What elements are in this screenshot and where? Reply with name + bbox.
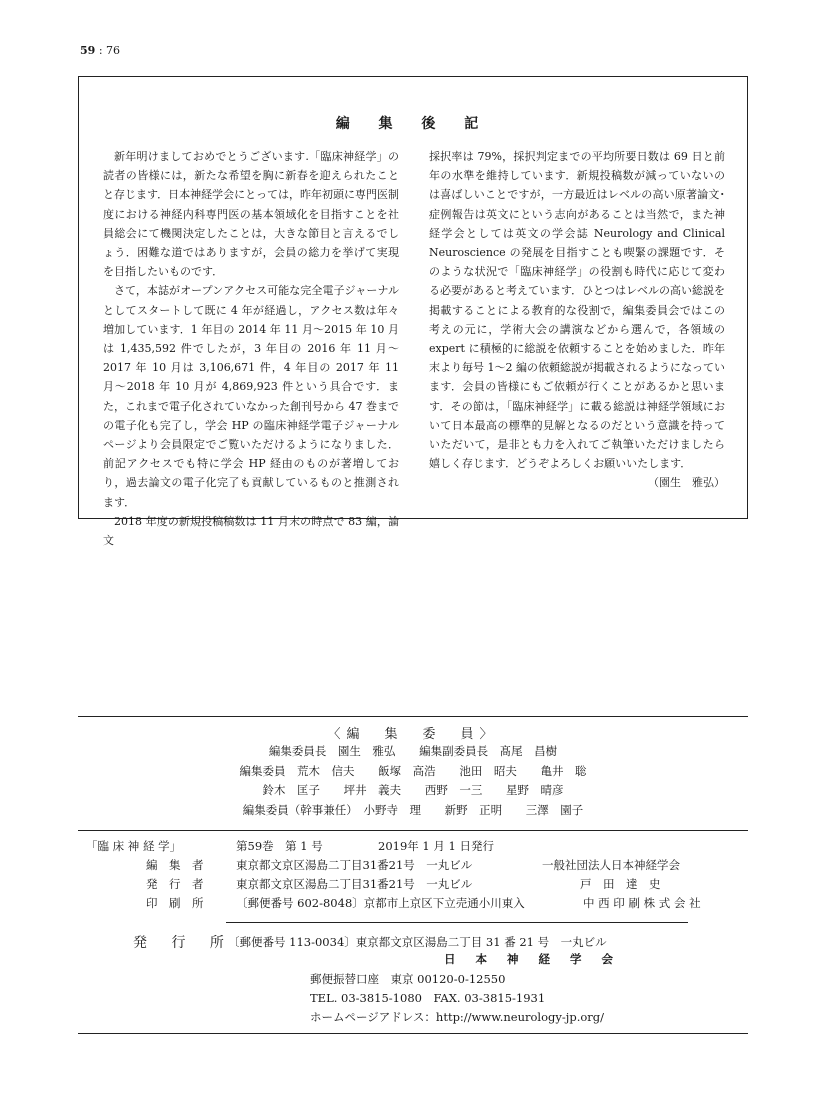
- colophon-divider: [226, 922, 688, 923]
- colophon-issue-row: [78, 838, 748, 858]
- tel-fax: TEL. 03-3815-1080 FAX. 03-3815-1931: [310, 991, 546, 1005]
- page-number: [80, 44, 120, 57]
- committee-row: [78, 762, 748, 782]
- postscript-paragraph: 2018 年度の新規投稿稿数は 11 月末の時点で 83 編，論文: [103, 514, 399, 548]
- journal-name: 「臨 床 神 経 学」: [86, 839, 182, 853]
- committee-title: 〈編 集 委 員〉: [327, 727, 499, 742]
- postscript-title: 編 集 後 記: [335, 116, 491, 132]
- page-number-total: 76: [106, 44, 121, 57]
- publication-date: 2019年 1 月 1 日発行: [378, 839, 495, 853]
- committee-row: [78, 801, 748, 821]
- homepage-address: ホームページアドレス：http://www.neurology-jp.org/: [310, 1010, 605, 1024]
- postal-transfer: 郵便振替口座 東京 00120-0-12550: [310, 972, 506, 986]
- postscript-right-column: [429, 147, 725, 493]
- page-number-current: 59: [80, 44, 96, 57]
- editor-name: 一般社団法人日本神経学会: [542, 858, 680, 872]
- editorial-committee: [78, 716, 748, 820]
- committee-member: 編集副委員長 髙尾 昌樹: [419, 744, 558, 758]
- postscript-signature: （園生 雅弘）: [648, 476, 725, 490]
- committee-member: 鈴木 匡子: [262, 783, 321, 797]
- editorial-postscript-box: [78, 76, 748, 548]
- colophon: [78, 830, 748, 1034]
- committee-member: 三澤 園子: [525, 802, 584, 817]
- editor-label: 編 集 者: [146, 858, 204, 872]
- colophon-publisher-row: [78, 876, 748, 896]
- committee-member: 亀井 聡: [540, 763, 587, 778]
- committee-member: 飯塚 高浩: [378, 763, 436, 778]
- committee-member: 新野 正明: [444, 802, 503, 817]
- committee-member: 編集委員長 園生 雅弘: [268, 744, 396, 758]
- printer-address: 〔郵便番号 602-8048〕京都市上京区下立売通小川東入: [236, 896, 525, 910]
- committee-member: 編集委員（幹事兼任） 小野寺 理: [242, 802, 421, 817]
- colophon-editor-row: [78, 857, 748, 877]
- committee-row: [78, 781, 748, 801]
- postscript-left-column: [103, 147, 399, 550]
- committee-member: 編集委員 荒木 信夫: [239, 763, 355, 778]
- postscript-paragraph: 新年明けましておめでとうございます.「臨床神経学」の読者の皆様には，新たな希望を胸に新春を迎えられたことと存じます．日本神経学会にとっては，昨年初頭に専門医制度における神経内科専門医の基本領域化を目指すことを社員総会にて機関決定したことは，大きな節目と言えるでしょう．困難な道ではありますが，会員の総力を挙げて実現を目指したいものです．: [103, 150, 399, 279]
- committee-member: 池田 昭夫: [459, 763, 517, 778]
- printer-label: 印 刷 所: [146, 896, 204, 910]
- publisher-address: 東京都文京区湯島二丁目31番21号 一丸ビル: [236, 877, 473, 891]
- office-label: 発 行 所: [133, 935, 234, 951]
- colophon-homepage-row: [78, 1009, 748, 1029]
- office-address: 〔郵便番号 113-0034〕東京都文京区湯島二丁目 31 番 21 号 一丸ビル: [228, 935, 607, 949]
- volume-issue: 第59巻 第 1 号: [236, 839, 323, 853]
- publisher-label: 発 行 者: [146, 877, 204, 891]
- committee-member: 西野 一三: [424, 783, 483, 797]
- editor-address: 東京都文京区湯島二丁目31番21号 一丸ビル: [236, 858, 473, 872]
- postscript-paragraph: さて，本誌がオープンアクセス可能な完全電子ジャーナルとしてスタートして既に 4 年が経過し，アクセス数は年々増加しています．1 年目の 2014 年 11 月〜2015 年 10 月は 1,435,592 件でしたが，3 年目の 2016 年 11 月〜2017 年 10 月は 3,106,671 件，4 年目の 2017 年 11 月〜2018 年 10 月が 4,869,923 件という具合です．また，これまで電子化されていなかった創刊号から 47 巻までの電子化も完了し，学会 HP の臨床神経学電子ジャーナルページより会員限定でご覧いただけるようになりました．前記アクセスでも特に学会 HP 経由のものが著増しており，過去論文の電子化完了も貢献しているものと推測されます．: [103, 284, 399, 509]
- colophon-printer-row: [78, 895, 748, 915]
- colophon-office-name-row: [78, 951, 748, 971]
- printer-name: 中 西 印 刷 株 式 会 社: [583, 896, 701, 910]
- committee-member: 坪井 義夫: [343, 783, 402, 797]
- colophon-telfax-row: [78, 990, 748, 1010]
- publisher-name: 戸 田 達 史: [580, 877, 661, 891]
- postscript-paragraph: 採択率は 79%，採択判定までの平均所要日数は 69 日と前年の水準を維持しています．新規投稿数が減っていないのは喜ばしいことですが，一方最近はレベルの高い原著論文･症例報告は英文にという志向があることは当然で，また神経学会としては英文の学会誌 Neurology and Clinical Neuroscience の発展を目指すことも喫緊の課題です．そのような状況で「臨床神経学」の役割も時代に応じて変わる必要があると考えています．ひとつはレベルの高い総説を掲載することによる教育的な役割で，編集委員会ではこの考えの元に，学術大会の講演などから選んで，各領域の expert に積極的に総説を依頼することを始めました．昨年末より毎号 1〜2 編の依頼総説が掲載されるようになっています．会員の皆様にもご依頼が行くことがあるかと思います．その節は，「臨床神経学」に載る総説は神経学領域において日本最高の標準的見解となるのだという意識を持っていただいて，是非とも力を入れてご執筆いただけましたら嬉しく存じます．どうぞよろしくお願いいたします．: [429, 150, 725, 471]
- committee-member: 星野 晴彦: [505, 783, 564, 797]
- page-number-separator: :: [98, 44, 103, 57]
- colophon-postal-row: [78, 971, 748, 991]
- office-name: 日 本 神 経 学 会: [444, 952, 622, 966]
- committee-row: [78, 742, 748, 762]
